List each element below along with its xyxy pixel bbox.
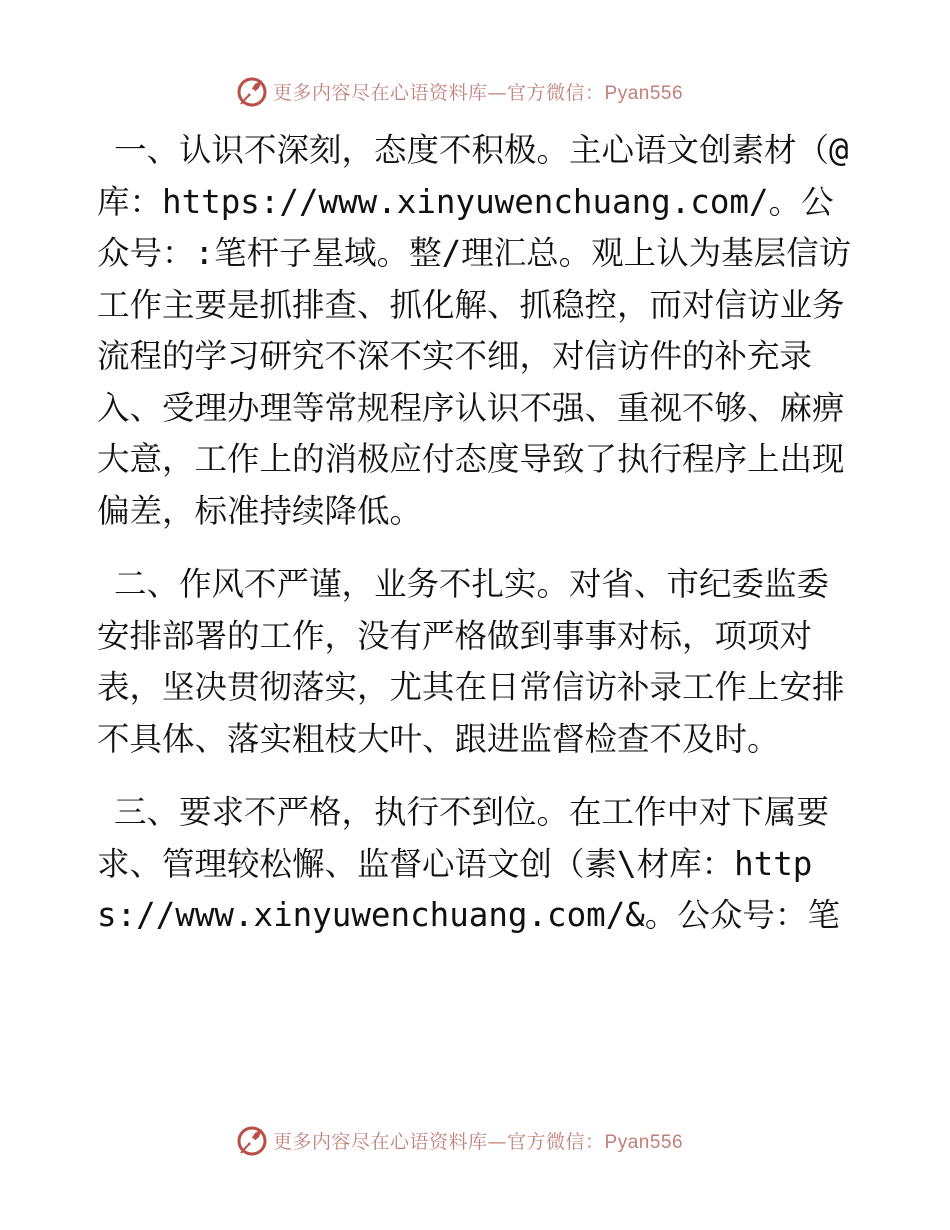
paragraph-2: 二、作风不严谨，业务不扎实。对省、市纪委监委安排部署的工作，没有严格做到事事对标，项项对表，坚决贯彻落实，尤其在日常信访补录工作上安排不具体、落实粗枝大叶、跟进监督检查不及时。 (97, 565, 845, 758)
watermark-text: 更多内容尽在心语资料库—官方微信：Pyan556 (273, 81, 684, 104)
header-watermark (235, 73, 683, 109)
document-body (97, 125, 857, 964)
quill-pen-logo-icon (235, 74, 269, 108)
watermark-text: 更多内容尽在心语资料库—官方微信：Pyan556 (273, 1130, 684, 1153)
paragraph-3: 三、要求不严格，执行不到位。在工作中对下属要求、管理较松懈、监督心语文创（素\材库：https://www.xinyuwenchuang.com/&。公众号：笔 (97, 793, 840, 934)
quill-pen-logo-icon (235, 1123, 269, 1157)
paragraph-1: 一、认识不深刻，态度不积极。主心语文创素材（@库：https://www.xinyuwenchuang.com/。公众号：:笔杆子星域。整/理汇总。观上认为基层信访工作主要是抓排查、抓化解、抓稳控，而对信访业务流程的学习研究不深不实不细，对信访件的补充录入、受理办理等常规程序认识不强、重视不够、麻痹大意，工作上的消极应付态度导致了执行程序上出现偏差，标准持续降低。 (97, 131, 852, 530)
footer-watermark (235, 1122, 683, 1158)
